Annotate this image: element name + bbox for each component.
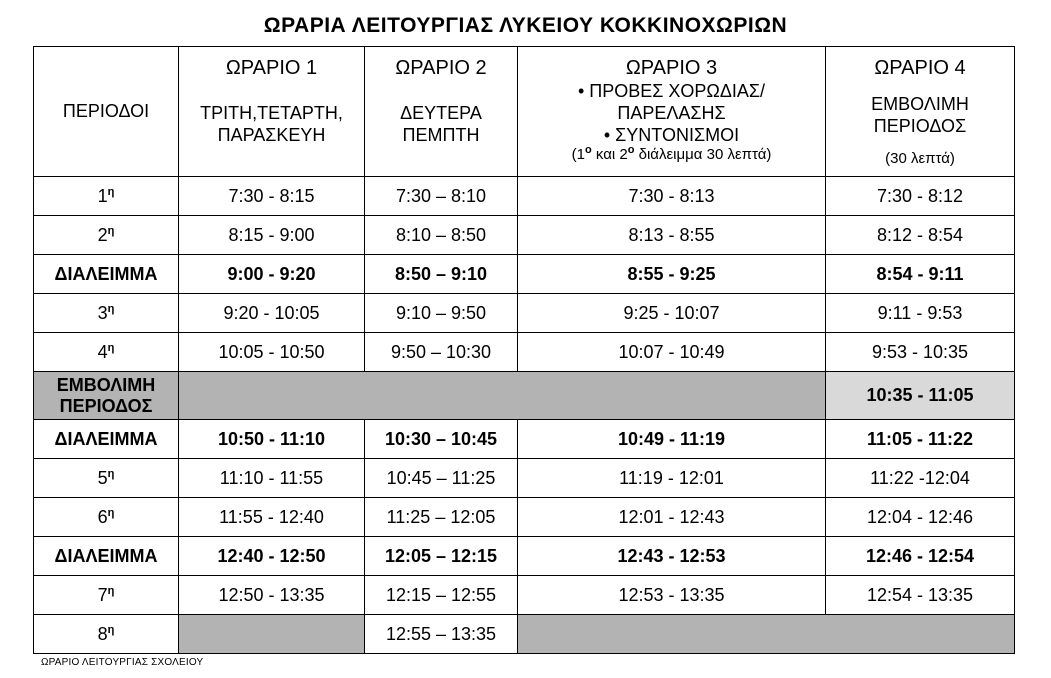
table-row: [34, 576, 1015, 615]
time-cell: 12:15 – 12:55: [365, 576, 518, 615]
time-cell: 12:50 - 13:35: [179, 576, 365, 615]
time-cell: 11:22 -12:04: [826, 459, 1015, 498]
col2-title: ΩΡΑΡΙΟ 2: [395, 56, 487, 79]
time-cell: 7:30 - 8:13: [518, 177, 826, 216]
col3-bullet-2: • ΣΥΝΤΟΝΙΣΜΟΙ: [603, 124, 740, 145]
time-cell: 12:53 - 13:35: [518, 576, 826, 615]
time-cell: 8:13 - 8:55: [518, 216, 826, 255]
period-label: $5^\eta$: [34, 459, 179, 498]
time-cell: 9:50 – 10:30: [365, 333, 518, 372]
empty-gray-cell: [179, 372, 826, 420]
time-cell: 11:19 - 12:01: [518, 459, 826, 498]
time-cell: 10:49 - 11:19: [518, 420, 826, 459]
break-row: [34, 537, 1015, 576]
time-cell: 8:55 - 9:25: [518, 255, 826, 294]
period-label: $3^\eta$: [34, 294, 179, 333]
period-label: $8^\eta$: [34, 615, 179, 654]
col2-subtitle: ΔΕΥΤΕΡΑ ΠΕΜΠΤΗ: [400, 102, 482, 145]
time-cell: 12:54 - 13:35: [826, 576, 1015, 615]
time-cell: 12:05 – 12:15: [365, 537, 518, 576]
time-cell: 10:07 - 10:49: [518, 333, 826, 372]
break-label: ΔΙΑΛΕΙΜΜΑ: [34, 420, 179, 459]
time-cell: 12:04 - 12:46: [826, 498, 1015, 537]
time-cell: 9:00 - 9:20: [179, 255, 365, 294]
col4-note: (30 λεπτά): [885, 149, 955, 167]
time-cell: 9:53 - 10:35: [826, 333, 1015, 372]
time-cell: 12:40 - 12:50: [179, 537, 365, 576]
header-col4: [826, 47, 1015, 177]
break-label: ΔΙΑΛΕΙΜΜΑ: [34, 537, 179, 576]
time-cell: 10:45 – 11:25: [365, 459, 518, 498]
col4-subtitle: ΕΜΒΟΛΙΜΗ ΠΕΡΙΟΔΟΣ: [871, 93, 969, 136]
break-label: ΔΙΑΛΕΙΜΜΑ: [34, 255, 179, 294]
time-cell: 12:55 – 13:35: [365, 615, 518, 654]
time-cell: 7:30 - 8:12: [826, 177, 1015, 216]
col3-note: ($1^o$ και $2^o$ διάλειμμα 30 λεπτά): [571, 143, 772, 163]
time-cell: 12:01 - 12:43: [518, 498, 826, 537]
period-label: $2^\eta$: [34, 216, 179, 255]
time-cell: 9:20 - 10:05: [179, 294, 365, 333]
time-cell: 9:11 - 9:53: [826, 294, 1015, 333]
time-cell: 10:50 - 11:10: [179, 420, 365, 459]
periods-label: ΠΕΡΙΟΔΟΙ: [62, 101, 150, 121]
col3-bullet-1: • ΠΡΟΒΕΣ ΧΟΡΩΔΙΑΣ/ΠΑΡΕΛΑΣΗΣ: [577, 80, 766, 123]
header-col1: [179, 47, 365, 177]
time-cell: 10:05 - 10:50: [179, 333, 365, 372]
header-col2: [365, 47, 518, 177]
table-row: [34, 177, 1015, 216]
page-title: ΩΡΑΡΙΑ ΛΕΙΤΟΥΡΓΙΑΣ ΛΥΚΕΙΟΥ ΚΟΚΚΙΝΟΧΩΡΙΩΝ: [263, 14, 788, 37]
time-cell: 9:25 - 10:07: [518, 294, 826, 333]
time-cell: 8:54 - 9:11: [826, 255, 1015, 294]
table-row: [34, 333, 1015, 372]
period-label: $4^\eta$: [34, 333, 179, 372]
empty-gray-cell: [179, 615, 365, 654]
time-cell: 11:05 - 11:22: [826, 420, 1015, 459]
col1-title: ΩΡΑΡΙΟ 1: [225, 56, 318, 79]
period-label: $1^\eta$: [34, 177, 179, 216]
table-row: [34, 294, 1015, 333]
break-row: [34, 255, 1015, 294]
table-row: [34, 216, 1015, 255]
header-row: [34, 47, 1015, 177]
period-label: $6^\eta$: [34, 498, 179, 537]
time-cell: 8:50 – 9:10: [365, 255, 518, 294]
table-row: [34, 615, 1015, 654]
time-cell: 10:30 – 10:45: [365, 420, 518, 459]
col1-subtitle: ΤΡΙΤΗ,ΤΕΤΑΡΤΗ, ΠΑΡΑΣΚΕΥΗ: [200, 102, 343, 145]
header-col3: [518, 47, 826, 177]
period-label: $7^\eta$: [34, 576, 179, 615]
schedule-table: [33, 46, 1015, 654]
time-cell: 7:30 - 8:15: [179, 177, 365, 216]
footer-note: ΩΡΑΡΙΟ ΛΕΙΤΟΥΡΓΙΑΣ ΣΧΟΛΕΙΟΥ: [41, 657, 204, 668]
time-cell: 8:15 - 9:00: [179, 216, 365, 255]
time-cell: 12:46 - 12:54: [826, 537, 1015, 576]
empty-gray-cell: [518, 615, 1015, 654]
table-row: [34, 498, 1015, 537]
interim-period-label: ΕΜΒΟΛΙΜΗ ΠΕΡΙΟΔΟΣ: [34, 372, 179, 420]
time-cell: 9:10 – 9:50: [365, 294, 518, 333]
table-row: [34, 459, 1015, 498]
time-cell: 7:30 – 8:10: [365, 177, 518, 216]
time-cell: 8:10 – 8:50: [365, 216, 518, 255]
time-cell: 8:12 - 8:54: [826, 216, 1015, 255]
interim-period-row: [34, 372, 1015, 420]
break-row: [34, 420, 1015, 459]
time-cell: 11:55 - 12:40: [179, 498, 365, 537]
time-cell: 11:10 - 11:55: [179, 459, 365, 498]
col3-title: ΩΡΑΡΙΟ 3: [625, 56, 718, 79]
time-cell: 10:35 - 11:05: [826, 372, 1015, 420]
header-periods: [34, 47, 179, 177]
col4-title: ΩΡΑΡΙΟ 4: [874, 56, 966, 79]
time-cell: 12:43 - 12:53: [518, 537, 826, 576]
time-cell: 11:25 – 12:05: [365, 498, 518, 537]
